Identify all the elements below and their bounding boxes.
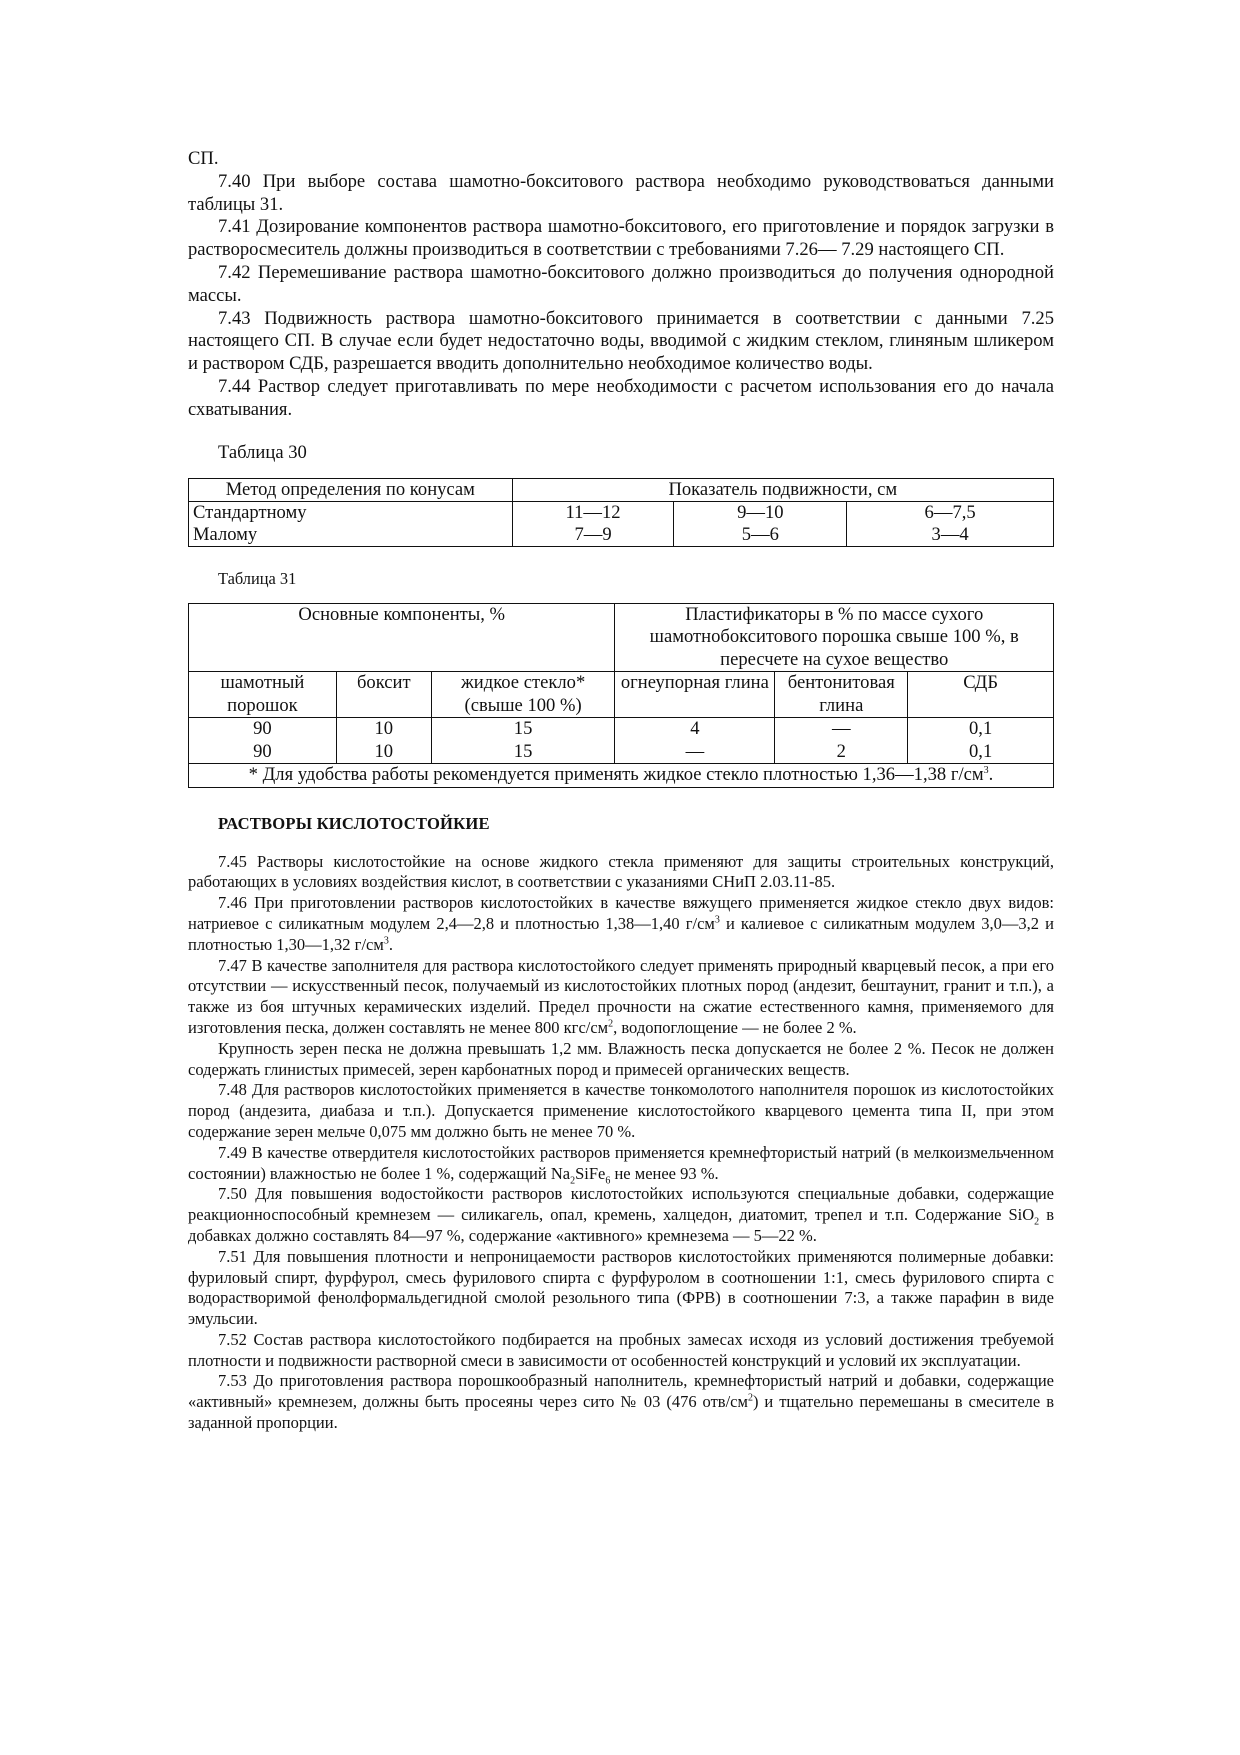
column-header: боксит	[336, 672, 431, 718]
paragraph-sand: Крупность зерен песка не должна превышать 1,2 мм. Влажность песка допускается не более 2 %. Песок не должен содержать глинистых примесей, зерен карбонатных пород и примесей органических веществ.	[188, 1038, 1054, 1079]
table-cell: 5—6	[674, 524, 847, 547]
table-cell: 15	[431, 741, 615, 764]
table-cell: 0,1	[908, 718, 1054, 741]
table-31	[188, 603, 1054, 788]
table-cell: Малому	[189, 524, 513, 547]
paragraph-7-49: 7.49 В качестве отвердителя кислотостойких растворов применяется кремнефтористый натрий (в мелкоизмельченном состоянии) влажностью не более 1 %, содержащий $Na_2SiFe_6$ не менее 93 %.	[188, 1142, 1054, 1186]
table-cell: 4	[615, 718, 775, 741]
table-row	[189, 741, 1054, 764]
table-row	[189, 478, 1054, 501]
table-cell: 10	[336, 718, 431, 741]
table-31-header-main: Основные компоненты, %	[189, 603, 615, 672]
table-cell: 11—12	[512, 501, 674, 524]
table-cell: 90	[189, 718, 337, 741]
table-cell: 10	[336, 741, 431, 764]
table-cell: 9—10	[674, 501, 847, 524]
table-row	[189, 603, 1054, 672]
paragraph-7-42: 7.42 Перемешивание раствора шамотно-бокситового должно производиться до получения однородной массы.	[188, 261, 1054, 306]
table-31-footnote: * Для удобства работы рекомендуется применять жидкое стекло плотностью 1,36—1,38 $г/см^3$.	[189, 764, 1054, 788]
table-cell: 6—7,5	[847, 501, 1054, 524]
column-header: жидкое стекло* (свыше 100 %)	[431, 672, 615, 718]
section-acid-resistant-text	[188, 852, 1054, 1434]
paragraph-7-51: 7.51 Для повышения плотности и непроницаемости растворов кислотостойких применяются полимерные добавки: фуриловый спирт, фурфурол, смесь фурилового спирта с фурфуролом в соотношении 1:1, смесь фурилового спирта с водорастворимой фенолформальдегидной смолой резольного типа (ФРВ) в соотношении 7:3, а также парафин в виде эмульсии.	[188, 1246, 1054, 1329]
paragraph-7-44: 7.44 Раствор следует приготавливать по мере необходимости с расчетом использования его до начала схватывания.	[188, 375, 1054, 420]
paragraph-7-45: 7.45 Растворы кислотостойкие на основе жидкого стекла применяют для защиты строительных конструкций, работающих в условиях воздействия кислот, в соответствии с указаниями СНиП 2.03.11-85.	[188, 851, 1054, 892]
paragraph-7-40: 7.40 При выборе состава шамотно-бокситового раствора необходимо руководствоваться данными таблицы 31.	[188, 170, 1054, 215]
paragraph-7-41: 7.41 Дозирование компонентов раствора шамотно-бокситового, его приготовление и порядок загрузки в растворосмеситель должны производиться в соответствии с требованиями 7.26— 7.29 настоящего СП.	[188, 216, 1054, 261]
table-row	[189, 501, 1054, 524]
column-header: огнеупорная глина	[615, 672, 775, 718]
table-row	[189, 764, 1054, 788]
table-31-header-plasticizers: Пластификаторы в % по массе сухого шамотнобокситового порошка свыше 100 %, в пересчете на сухое вещество	[615, 603, 1054, 672]
table-31-caption: Таблица 31	[218, 568, 297, 588]
table-cell: 7—9	[512, 524, 674, 547]
paragraph-7-43: 7.43 Подвижность раствора шамотно-бокситового принимается в соответствии с данными 7.25 настоящего СП. В случае если будет недостаточно воды, вводимой с жидким стеклом, глиняным шликером и раствором СДБ, разрешается вводить дополнительно необходимое количество воды.	[188, 307, 1054, 375]
paragraph-7-47: 7.47 В качестве заполнителя для раствора кислотостойкого следует применять природный кварцевый песок, а при его отсутствии — искусственный песок, получаемый из кислотостойких плотных пород (андезит, бештаунит, гранит и т.п.), а также из боя штучных керамических изделий. Предел прочности на сжатие естественного камня, применяемого для изготовления песка, должен составлять не менее 800 кгс/$см^2$, водопоглощение — не более 2 %.	[188, 955, 1054, 1037]
paragraph-7-46: 7.46 При приготовлении растворов кислотостойких в качестве вяжущего применяется жидкое стекло двух видов: натриевое с силикатным модулем 2,4—2,8 и плотностью 1,38—1,40 $г/см^3$ и калиевое с силикатным модулем 3,0—3,2 и плотностью 1,30—1,32 $г/см^3$.	[188, 893, 1054, 954]
table-cell: —	[615, 741, 775, 764]
column-header: шамотный порошок	[189, 672, 337, 718]
continuation-line: СП.	[188, 148, 219, 169]
table-cell: 3—4	[847, 524, 1054, 547]
table-cell: Стандартному	[189, 501, 513, 524]
table-cell: 0,1	[908, 741, 1054, 764]
paragraph-7-50: 7.50 Для повышения водостойкости растворов кислотостойких используются специальные добавки, содержащие реакционноспособный кремнезем — силикагель, опал, кремень, халцедон, диатомит, трепел и т.п. Содержание SiO$_2$ в добавках должно составлять 84—97 %, содержание «активного» кремнезема — 5—22 %.	[188, 1184, 1054, 1245]
section-top-text	[188, 148, 1054, 422]
table-30-header-index: Показатель подвижности, см	[512, 478, 1053, 501]
table-cell: 2	[775, 741, 908, 764]
column-header: бентонитовая глина	[775, 672, 908, 718]
table-row	[189, 524, 1054, 547]
table-30	[188, 478, 1054, 547]
document-page	[188, 148, 1054, 1434]
table-cell: 90	[189, 741, 337, 764]
section-heading: РАСТВОРЫ КИСЛОТОСТОЙКИЕ	[218, 813, 490, 833]
column-header: СДБ	[908, 672, 1054, 718]
table-cell: 15	[431, 718, 615, 741]
paragraph-7-48: 7.48 Для растворов кислотостойких применяется в качестве тонкомолотого наполнителя порошок из кислотостойких пород (андезита, диабаза и т.п.). Допускается применение кислотостойкого кварцевого цемента типа II, при этом содержание зерен мельче 0,075 мм должно быть не менее 70 %.	[188, 1080, 1054, 1141]
table-30-header-method: Метод определения по конусам	[189, 478, 513, 501]
table-row	[189, 718, 1054, 741]
paragraph-7-52: 7.52 Состав раствора кислотостойкого подбирается на пробных замесах исходя из условий достижения требуемой плотности и подвижности растворной смеси в зависимости от особенностей конструкций и условий их эксплуатации.	[188, 1329, 1054, 1370]
paragraph-7-53: 7.53 До приготовления раствора порошкообразный наполнитель, кремнефтористый натрий и добавки, содержащие «активный» кремнезем, должны быть просеяны через сито № 03 (476 отв/$см^2$) и тщательно перемешаны в смесителе в заданной пропорции.	[188, 1371, 1054, 1433]
table-cell: —	[775, 718, 908, 741]
table-row	[189, 672, 1054, 718]
table-30-caption: Таблица 30	[218, 441, 307, 463]
